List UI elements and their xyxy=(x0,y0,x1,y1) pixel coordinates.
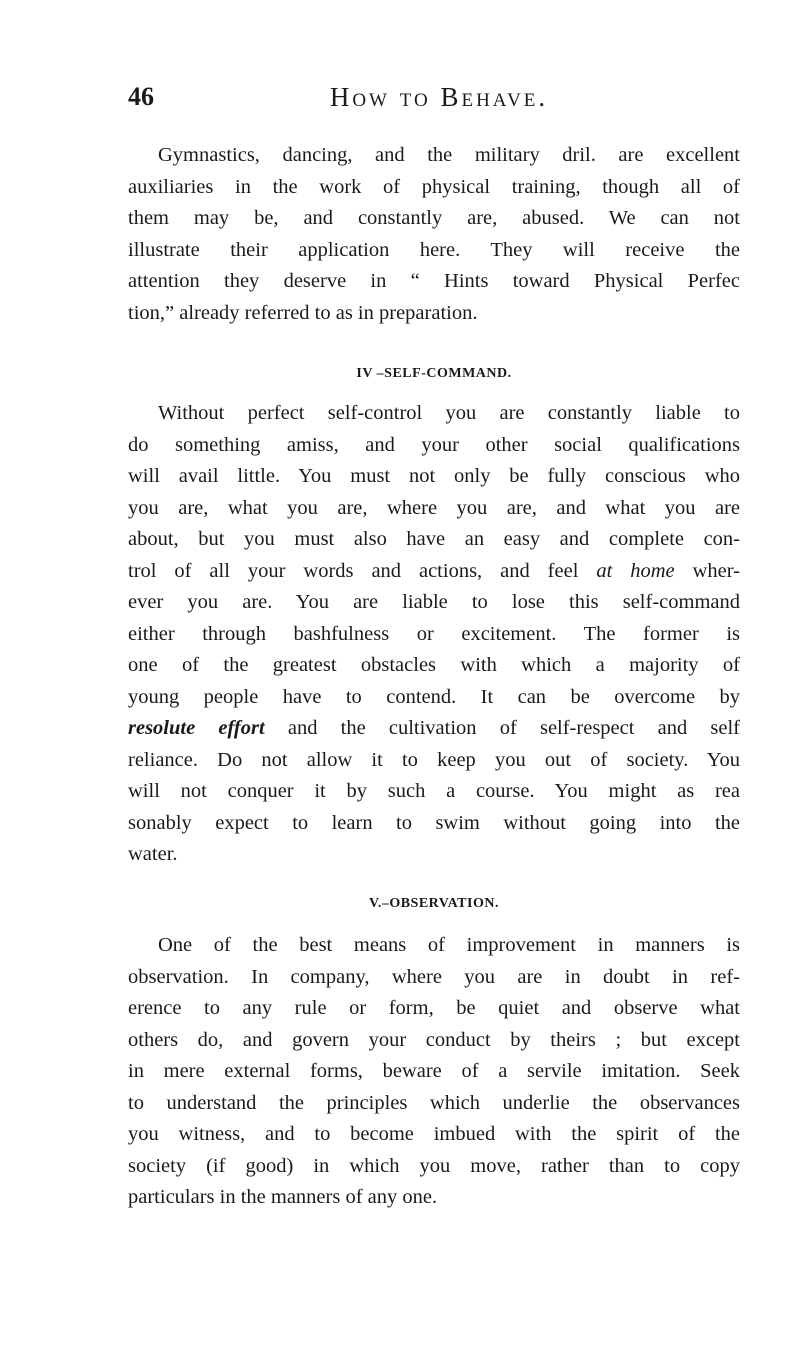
text-line: will avail little. You must not only be fully conscious who xyxy=(128,465,740,487)
text-line: illustrate their application here. They will receive the xyxy=(128,238,740,261)
text-line: reliance. Do not allow it to keep you out of society. You xyxy=(128,748,740,771)
text-line: young people have to contend. It can be overcome by xyxy=(128,685,740,708)
text-line: sonably expect to learn to swim without going into the xyxy=(128,811,740,834)
text-line xyxy=(128,556,740,588)
text-line: auxiliaries in the work of physical training, though all of xyxy=(128,175,740,198)
text-line: either through bashfulness or excitement. The former is xyxy=(128,622,740,645)
section-heading-self-command: IV –SELF-COMMAND. xyxy=(356,366,512,381)
text-line: will not conquer it by such a course. You might as rea xyxy=(128,780,740,802)
text-line: others do, and govern your conduct by theirs ; but except xyxy=(128,1028,740,1051)
text-line: about, but you must also have an easy and complete con- xyxy=(128,528,740,550)
section-heading-observation: V.–OBSERVATION. xyxy=(369,896,499,911)
text-segment: wher- xyxy=(674,559,740,582)
italic-phrase: at home xyxy=(596,559,675,582)
paragraph-physical-training xyxy=(128,140,740,329)
text-line: observation. In company, where you are in doubt in ref- xyxy=(128,965,740,988)
text-line: in mere external forms, beware of a servile imitation. Seek xyxy=(128,1060,740,1082)
text-line: one of the greatest obstacles with which a majority of xyxy=(128,654,740,676)
text-line: tion,” already referred to as in preparation. xyxy=(128,301,478,324)
text-line: ever you are. You are liable to lose this self-command xyxy=(128,591,740,613)
text-segment: trol of all your words and actions, and feel xyxy=(128,559,597,582)
text-line: do something amiss, and your other social qualifications xyxy=(128,433,740,456)
text-line xyxy=(128,713,740,745)
text-line: them may be, and constantly are, abused. We can not xyxy=(128,207,740,229)
text-segment: and the cultivation of self-respect and self xyxy=(264,717,740,739)
italic-phrase: resolute effort xyxy=(128,717,265,739)
paragraph-self-command xyxy=(128,398,740,871)
text-line: you witness, and to become imbued with the spirit of the xyxy=(128,1123,740,1145)
paragraph-observation xyxy=(128,930,740,1214)
text-line: particulars in the manners of any one. xyxy=(128,1186,438,1208)
text-line: attention they deserve in “ Hints toward Physical Perfec xyxy=(128,270,740,292)
page-header xyxy=(128,82,740,122)
text-line: you are, what you are, where you are, and what you are xyxy=(128,496,740,519)
page-number: 46 xyxy=(128,82,154,111)
text-line: society (if good) in which you move, rather than to copy xyxy=(128,1154,740,1177)
running-title: How to Behave. xyxy=(329,82,549,112)
text-line: One of the best means of improvement in manners is xyxy=(158,934,740,956)
text-line: to understand the principles which underlie the observances xyxy=(128,1091,740,1114)
text-line: Without perfect self-control you are constantly liable to xyxy=(158,402,740,424)
text-line: Gymnastics, dancing, and the military dril. are excellent xyxy=(158,144,740,166)
text-line: erence to any rule or form, be quiet and observe what xyxy=(128,997,740,1019)
text-line: water. xyxy=(128,843,178,865)
